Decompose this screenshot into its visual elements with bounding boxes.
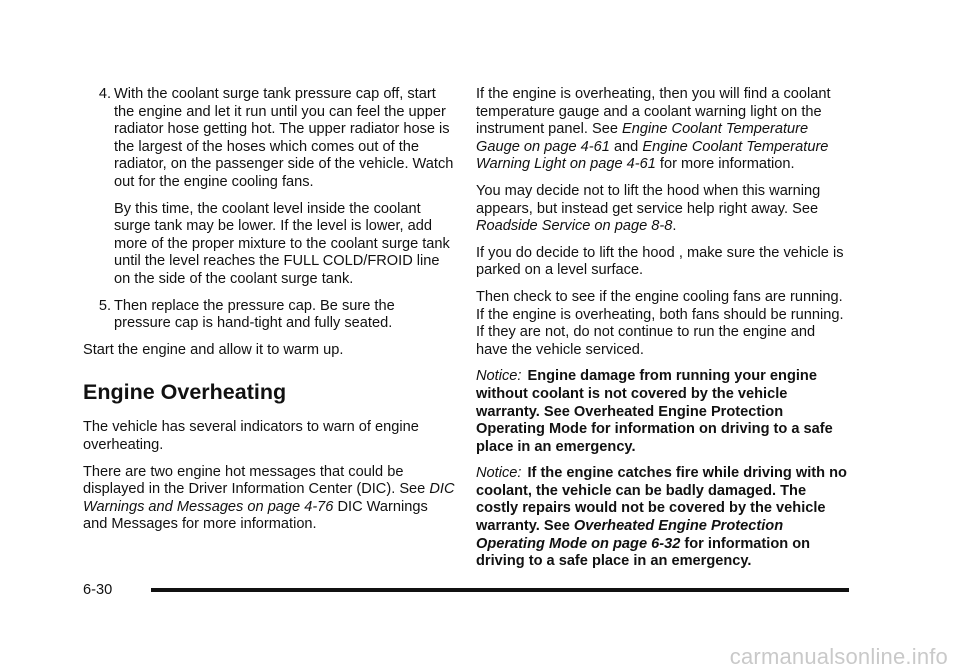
watermark: carmanualsonline.info: [729, 644, 948, 670]
text: .: [672, 218, 677, 235]
footer-rule: [151, 588, 849, 592]
notice-warranty: [476, 368, 848, 456]
notice-label: Notice:: [476, 465, 522, 482]
notice-text: for information on driving to a safe place in an emergency.: [476, 535, 811, 570]
step-text: Then replace the pressure cap. Be sure the pressure cap is hand-tight and fully seated.: [114, 297, 395, 332]
step-number: 5.: [98, 297, 111, 314]
text: DIC Warnings and Messages for more information.: [83, 498, 428, 533]
paragraph-gauge: [476, 86, 848, 174]
notice-text: Engine damage from running your engine without coolant is not covered by the vehicle warranty. See Overheated Engine Protection Operating Mode for information on driving to a safe place in an emergency.: [476, 368, 833, 455]
step-text: With the coolant surge tank pressure cap off, start the engine and let it run until you can feel the upper radiator hose getting hot. The upper radiator hose is the largest of the hoses which comes out of the radiator, on the passenger side of the vehicle. Watch out for the engine cooling fans.: [114, 86, 454, 190]
paragraph-hood: If you do decide to lift the hood , make sure the vehicle is parked on a level surface.: [476, 244, 844, 279]
paragraph-fans: Then check to see if the engine cooling fans are running. If the engine is overheating, both fans should be running. If they are not, do not continue to run the engine and have the vehicle serviced.: [476, 288, 844, 358]
step-4: [83, 86, 455, 289]
section-heading: Engine Overheating: [83, 380, 287, 405]
text: If the engine is overheating, then you will find a coolant temperature gauge and a coolant warning light on the instrument panel. See: [476, 86, 831, 138]
text: and: [609, 138, 643, 155]
paragraph-dic: [83, 464, 455, 534]
step-number: 4.: [98, 86, 111, 102]
page-number: 6-30: [83, 582, 113, 598]
cross-reference-link[interactable]: DIC Warnings and Messages on page 4-76: [83, 481, 455, 515]
text: You may decide not to lift the hood when this warning appears, but instead get service help right away. See: [476, 182, 821, 217]
text: for more information.: [655, 156, 795, 173]
cross-reference-link[interactable]: Roadside Service on page 8-8: [476, 218, 673, 235]
right-column: [476, 86, 848, 580]
cross-reference-link[interactable]: Overheated Engine Protection Operating Mode on page 6-32: [476, 518, 784, 552]
text: There are two engine hot messages that could be displayed in the Driver Information Center (DIC). See: [83, 463, 430, 498]
paragraph-indicators: The vehicle has several indicators to warn of engine overheating.: [83, 419, 419, 453]
step-subparagraph: By this time, the coolant level inside the coolant surge tank may be lower. If the level is lower, add more of the proper mixture to the coolant surge tank until the level reaches the FULL COLD/FROID line on the side of the coolant surge tank.: [114, 200, 450, 287]
notice-fire: [476, 465, 848, 571]
step-5: [83, 298, 455, 333]
cross-reference-link[interactable]: Engine Coolant Temperature Gauge on page 4-61: [476, 121, 809, 155]
left-column: [83, 86, 455, 543]
notice-text: If the engine catches fire while driving with no coolant, the vehicle can be badly damaged. The costly repairs would not be covered by the vehicle warranty. See: [476, 465, 847, 535]
cross-reference-link[interactable]: Engine Coolant Temperature Warning Light on page 4-61: [476, 138, 829, 173]
paragraph-service: [476, 183, 848, 236]
notice-label: Notice:: [476, 368, 522, 385]
start-engine-text: Start the engine and allow it to warm up.: [83, 341, 344, 358]
